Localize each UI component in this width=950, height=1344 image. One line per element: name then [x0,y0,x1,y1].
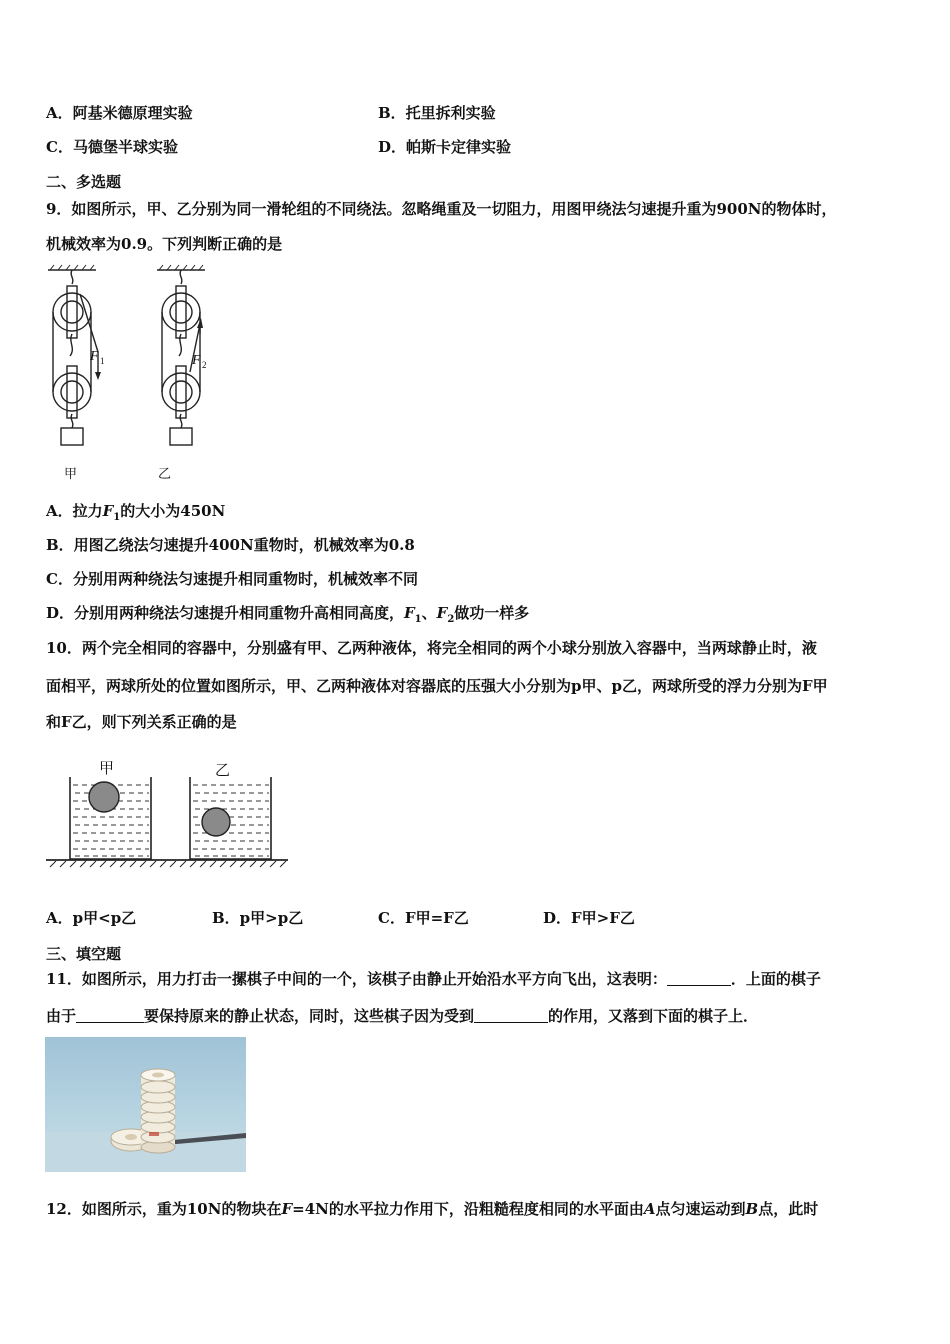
label-f1-sub: 1 [100,356,105,366]
q8-option-d: D．帕斯卡定律实验 [378,138,512,156]
q11-stem-line2 [46,1005,758,1026]
q9-option-a-post: 的大小为450N [120,502,226,520]
chess-stack [141,1069,175,1153]
q12-stem-line1 [46,1198,818,1219]
chess-stack-photo [45,1037,246,1172]
q9-option-d-var2: F [436,604,448,622]
q9-stem-line2: 机械效率为0.9。下列判断正确的是 [46,235,283,253]
q12-var-f: F [281,1200,293,1218]
q11-stem-line1 [46,968,821,989]
section-heading-fill-in: 三、填空题 [46,945,122,963]
q11-line1-pre: 11．如图所示，用力打击一摞棋子中间的一个，该棋子由静止开始沿水平方向飞出，这表明： [46,970,667,988]
fixed-pulley-yi [162,293,200,331]
ball-yi [202,808,230,836]
q12-var-b: B [745,1200,759,1218]
pulley-figure [40,264,220,486]
containers-figure [44,755,294,870]
q10-option-c: C．F甲=F乙 [378,909,469,927]
movable-pulley-jia [53,373,91,411]
q9-option-a [46,500,225,523]
q10-stem-line3: 和F乙，则下列关系正确的是 [46,713,237,731]
q9-option-d-var1: F [404,604,415,622]
q9-option-a-pre: A．拉力 [46,502,103,520]
q8-option-b: B．托里拆利实验 [378,104,496,122]
q9-option-a-sub: 1 [113,512,121,523]
q9-option-c: C．分别用两种绕法匀速提升相同重物时，机械效率不同 [46,570,418,588]
q8-option-c: C．马德堡半球实验 [46,138,178,156]
label-yi: 乙 [158,467,172,482]
q9-stem-line1: 9．如图所示，甲、乙分别为同一滑轮组的不同绕法。忽略绳重及一切阻力，用图甲绕法匀速提升重为900N的物体时， [46,200,837,218]
ball-jia [89,782,119,812]
section-heading-multiple-choice: 二、多选题 [46,173,122,191]
q10-option-b: B．p甲>p乙 [212,909,304,927]
q11-line2-pre: 由于 [46,1007,77,1025]
hook-yi-top [180,270,182,284]
q9-option-d [46,602,529,625]
weight-jia [61,428,83,445]
q11-blank-3[interactable] [474,1007,548,1023]
label-jia: 甲 [99,759,115,777]
q10-option-d: D．F甲>F乙 [543,909,635,927]
label-jia: 甲 [64,467,78,482]
q11-line1-post: ．上面的棋子 [730,970,821,988]
arrow-f1 [95,372,101,380]
label-f1: F [90,349,99,364]
q11-blank-1[interactable] [667,970,731,986]
q12-pre: 12．如图所示，重为10N的物块在 [46,1200,282,1218]
q10-stem-line1: 10．两个完全相同的容器中，分别盛有甲、乙两种液体，将完全相同的两个小球分别放入容器中，当两球静止时，液 [46,639,817,657]
weight-yi [170,428,192,445]
label-f2-sub: 2 [202,360,207,370]
q9-option-d-pre: D．分别用两种绕法匀速提升相同重物升高相同高度， [46,604,405,622]
q9-option-d-post: 做功一样多 [454,604,530,622]
ground-hatching [50,861,286,867]
movable-pulley-yi [162,373,200,411]
q11-line2-mid: 要保持原来的静止状态，同时，这些棋子因为受到 [144,1007,475,1025]
q9-option-b: B．用图乙绕法匀速提升400N重物时，机械效率为0.8 [46,536,415,554]
hook-jia-top [71,270,73,284]
q10-option-a: A．p甲<p乙 [46,909,137,927]
q11-blank-2[interactable] [76,1007,144,1023]
q9-option-d-sub1: 1 [414,614,422,625]
label-f2: F [192,353,201,368]
q9-option-d-sub2: 2 [447,614,455,625]
q9-option-a-var: F [102,502,114,520]
q12-post: 点，此时 [758,1200,819,1218]
q8-option-a: A．阿基米德原理实验 [46,104,193,122]
chess-stack-illustration [45,1037,246,1172]
q11-line2-post: 的作用，又落到下面的棋子上． [548,1007,759,1025]
q12-mid2: 点匀速运动到 [655,1200,746,1218]
label-yi: 乙 [215,761,231,779]
q12-var-a: A [643,1200,656,1218]
q9-option-d-mid: 、 [421,604,437,622]
q12-mid1: =4N的水平拉力作用下，沿粗糙程度相同的水平面由 [292,1200,644,1218]
q10-stem-line2: 面相平，两球所处的位置如图所示，甲、乙两种液体对容器底的压强大小分别为p甲、p乙，两球所受的浮力分别为F甲 [46,677,828,695]
